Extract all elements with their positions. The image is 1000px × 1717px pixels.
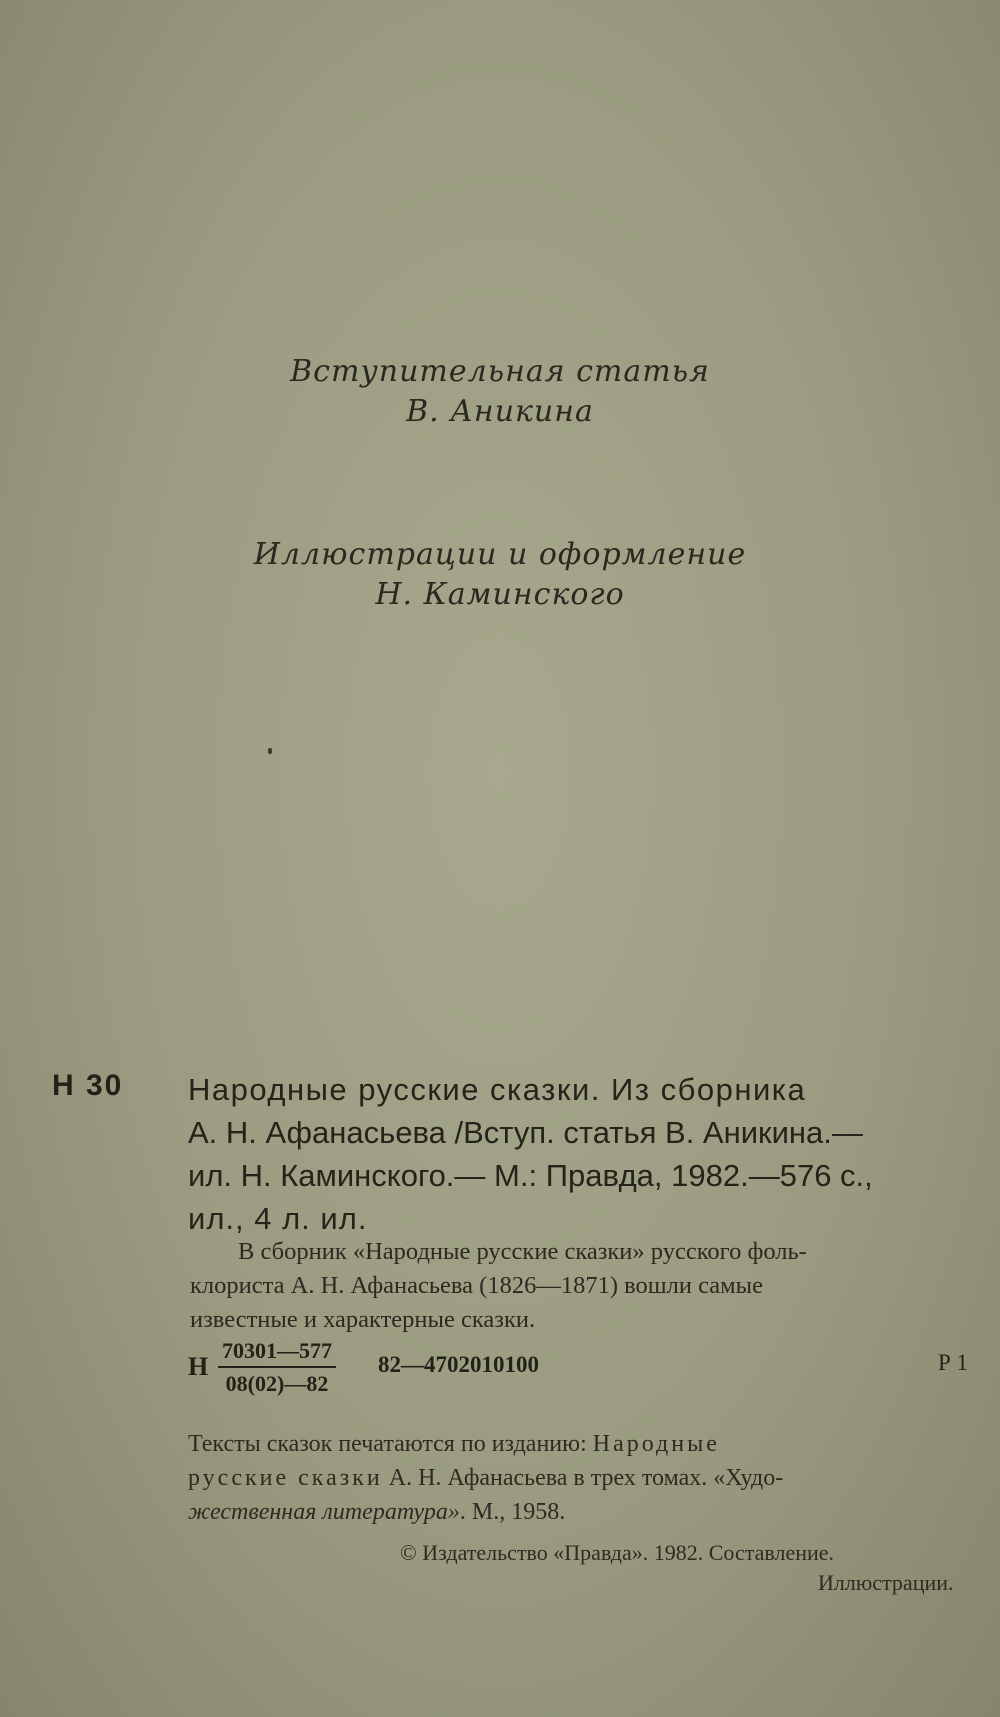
copyright-line: © Издательство «Правда». 1982. Составление.: [400, 1540, 835, 1565]
copyright: [400, 1538, 954, 1598]
annotation-line: В сборник «Народные русские сказки» русского фоль-: [238, 1238, 807, 1265]
annotation: [190, 1235, 807, 1337]
annotation-line: известные и характерные сказки.: [190, 1306, 536, 1333]
index-numerator: 70301—577: [218, 1338, 336, 1368]
edition-note-spaced-title: Народные: [592, 1431, 720, 1457]
index-fraction: [218, 1338, 336, 1397]
edition-note-line: [188, 1427, 783, 1461]
copyright-line: Иллюстрации.: [818, 1570, 954, 1595]
biblio-line: ил., 4 л. ил.: [188, 1201, 368, 1236]
intro-credit: [0, 352, 1000, 432]
edition-note-publisher: жественная литература»: [188, 1499, 460, 1525]
illustration-credit-author: Н. Каминского: [375, 577, 625, 612]
illustration-credit-title: Иллюстрации и оформление: [253, 537, 747, 572]
edition-note-text: Тексты сказок печатаются по изданию:: [188, 1431, 593, 1457]
intro-credit-title: Вступительная статья: [290, 354, 710, 389]
index-letter: Н: [188, 1352, 209, 1381]
edition-note-text: А. Н. Афанасьева в трех томах. «Худо-: [382, 1465, 784, 1491]
biblio-line: ил. Н. Каминского.— М.: Правда, 1982.—576 с.,: [188, 1158, 873, 1193]
ink-speck: [268, 748, 272, 754]
biblio-line: Народные русские сказки. Из сборника: [188, 1072, 807, 1107]
edition-note-text: . М., 1958.: [459, 1499, 566, 1525]
index-formula: [188, 1338, 968, 1398]
annotation-line: клориста А. Н. Афанасьева (1826—1871) вошли самые: [190, 1272, 763, 1299]
index-number: 82—4702010100: [378, 1352, 539, 1377]
edition-note-spaced-title: русские сказки: [188, 1465, 383, 1491]
catalog-code: Н 30: [52, 1069, 124, 1102]
edition-note-line: [188, 1495, 783, 1529]
illustration-credit: [0, 535, 1000, 615]
index-denominator: 08(02)—82: [225, 1371, 329, 1396]
biblio-line: А. Н. Афанасьева /Вступ. статья В. Аникина.—: [188, 1115, 863, 1150]
edition-note: [188, 1427, 783, 1529]
bibliographic-record: [188, 1068, 988, 1240]
intro-credit-author: В. Аникина: [406, 394, 594, 429]
edition-note-line: [188, 1461, 783, 1495]
index-class: Р 1: [937, 1350, 968, 1375]
